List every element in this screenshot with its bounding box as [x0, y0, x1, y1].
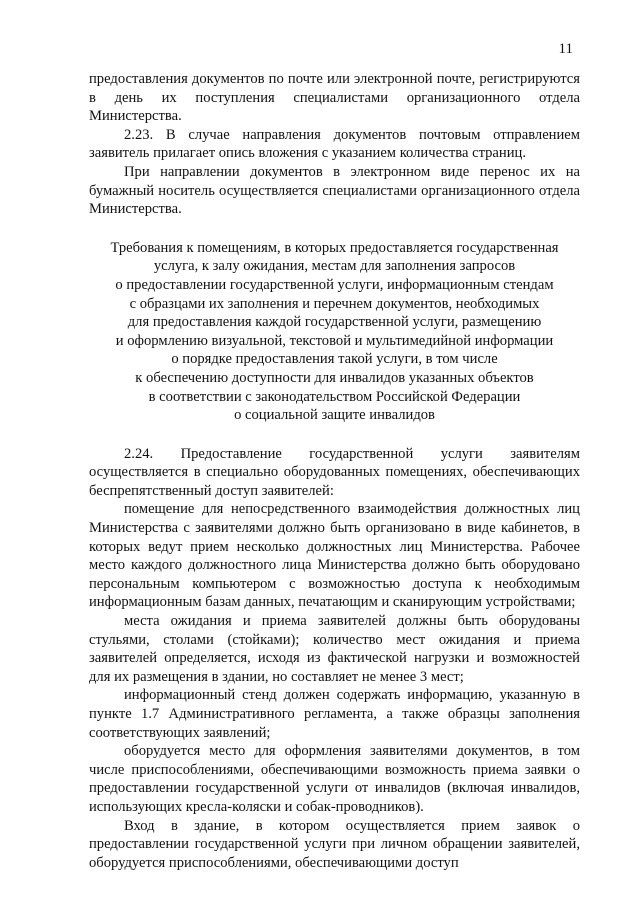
- heading-line: к обеспечению доступности для инвалидов указанных объектов: [135, 369, 534, 386]
- heading-line: о порядке предоставления такой услуги, в том числе: [171, 351, 498, 368]
- heading-line: о социальной защите инвалидов: [234, 407, 435, 424]
- page-number: 11: [558, 41, 573, 57]
- heading-line: услуга, к залу ожидания, местам для заполнения запросов: [153, 258, 516, 275]
- heading-line: Требования к помещениям, в которых предоставляется государственная: [110, 239, 559, 256]
- paragraph-document-area: оборудуется место для оформления заявителями документов, в том числе приспособлениями, обеспечивающими возможность приема заявки о предоставлении государственной услуги от инвалидов (включая инвалидов, использующих кресла-коляски и собак-проводников).: [89, 743, 580, 815]
- paragraph-building-entrance: Вход в здание, в котором осуществляется прием заявок о предоставлении государственной услуги при личном обращении заявителей, оборудуется приспособлениями, обеспечивающими доступ: [89, 817, 580, 871]
- paragraph-office-premises: помещение для непосредственного взаимодействия должностных лиц Министерства с заявителями должно быть организовано в виде кабинетов, в которых ведут прием несколько должностных лиц Министерства. Рабочее место каждого должностного лица Министерства должно быть оборудовано персональным компьютером с возможностью доступа к необходимым информационным базам данных, печатающим и сканирующим устройствами;: [89, 501, 580, 611]
- paragraph-continuation: предоставления документов по почте или электронной почте, регистрируются в день их поступления специалистами организационного отдела Министерства.: [89, 71, 580, 125]
- section-heading: [89, 239, 580, 425]
- heading-line: и оформлению визуальной, текстовой и мультимедийной информации: [115, 332, 554, 349]
- heading-line: в соответствии с законодательством Российской Федерации: [148, 388, 521, 405]
- paragraph-info-stand: информационный стенд должен содержать информацию, указанную в пункте 1.7 Административного регламента, а также образцы заполнения соответствующих заявлений;: [89, 687, 580, 741]
- heading-line: о предоставлении государственной услуги, информационным стендам: [115, 276, 554, 293]
- document-body: [89, 70, 580, 872]
- paragraph-electronic-transfer: При направлении документов в электронном виде перенос их на бумажный носитель осуществляется специалистами организационного отдела Министерства.: [89, 163, 580, 218]
- heading-line: с образцами их заполнения и перечнем документов, необходимых: [129, 295, 540, 312]
- heading-line: для предоставления каждой государственной услуги, размещению: [127, 314, 542, 331]
- paragraph-2-24: 2.24. Предоставление государственной услуги заявителям осуществляется в специально оборудованных помещениях, обеспечивающих беспрепятственный доступ заявителей:: [89, 445, 580, 499]
- paragraph-2-23: 2.23. В случае направления документов почтовым отправлением заявитель прилагает опись вложения с указанием количества страниц.: [89, 126, 580, 162]
- paragraph-waiting-areas: места ожидания и приема заявителей должны быть оборудованы стульями, столами (стойками); количество мест ожидания и приема заявителей определяется, исходя из фактической нагрузки и возможностей для их размещения в здании, но составляет не менее 3 мест;: [89, 613, 580, 685]
